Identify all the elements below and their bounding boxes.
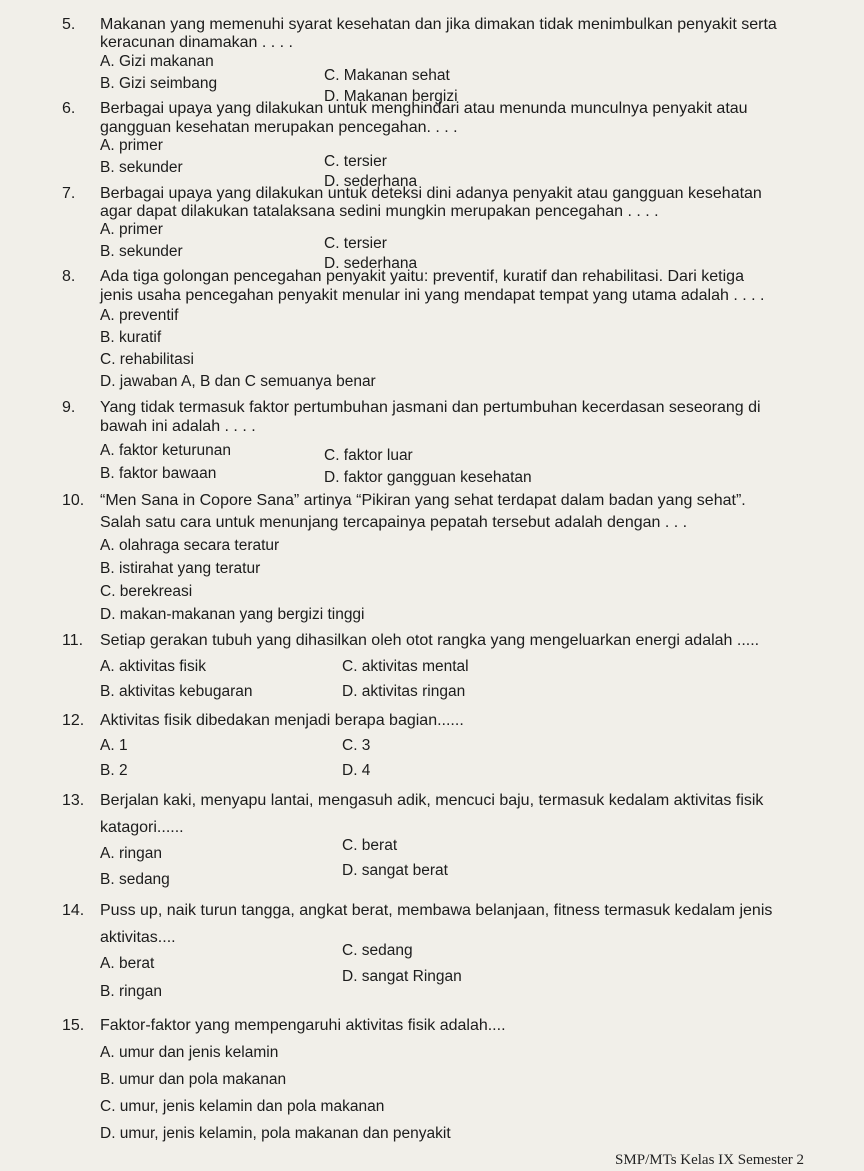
option-b[interactable]: B. sekunder [100,243,183,260]
question-number: 7. [62,185,76,202]
option-a[interactable]: A. ringan [100,845,163,862]
option-b[interactable]: B. ringan [100,983,163,1000]
question-text: bawah ini adalah . . . . [100,418,256,435]
question-number: 10. [62,492,85,509]
option-c[interactable]: C. tersier [324,153,387,170]
option-c[interactable]: C. rehabilitasi [100,351,194,368]
option-b[interactable]: B. Gizi seimbang [100,75,218,92]
option-a[interactable]: A. umur dan jenis kelamin [100,1044,279,1061]
option-b[interactable]: B. aktivitas kebugaran [100,683,253,700]
option-d[interactable]: D. umur, jenis kelamin, pola makanan dan penyakit [100,1125,451,1142]
option-d[interactable]: D. sangat Ringan [342,968,462,985]
page-footer: SMP/MTs Kelas IX Semester 2 [615,1152,804,1168]
option-a[interactable]: A. preventif [100,307,179,324]
option-a[interactable]: A. aktivitas fisik [100,658,206,675]
option-d[interactable]: D. faktor gangguan kesehatan [324,469,532,486]
question-number: 11. [62,632,84,649]
question-text: agar dapat dilakukan tatalaksana sedini mungkin merupakan pencegahan . . . . [100,203,659,220]
option-c[interactable]: C. Makanan sehat [324,67,450,84]
option-a[interactable]: A. berat [100,955,155,972]
question-text: Berjalan kaki, menyapu lantai, mengasuh adik, mencuci baju, termasuk kedalam aktivitas fisik [100,792,764,809]
option-c[interactable]: C. tersier [324,235,387,252]
option-a[interactable]: A. faktor keturunan [100,442,231,459]
option-d[interactable]: D. aktivitas ringan [342,683,466,700]
question-text: Puss up, naik turun tangga, angkat berat, membawa belanjaan, fitness termasuk kedalam jenis [100,902,773,919]
option-c[interactable]: C. sedang [342,942,413,959]
option-d[interactable]: D. jawaban A, B dan C semuanya benar [100,373,376,390]
option-a[interactable]: A. 1 [100,737,128,754]
question-number: 13. [62,792,85,809]
question-number: 6. [62,100,76,117]
question-text: Salah satu cara untuk menunjang tercapainya pepatah tersebut adalah dengan . . . [100,514,688,531]
option-b[interactable]: B. istirahat yang teratur [100,560,261,577]
question-text: gangguan kesehatan merupakan pencegahan. . . . [100,119,458,136]
option-d[interactable]: D. sederhana [324,173,418,190]
option-b[interactable]: B. sekunder [100,159,183,176]
option-b[interactable]: B. sedang [100,871,170,888]
option-d[interactable]: D. makan-makanan yang bergizi tinggi [100,606,365,623]
option-c[interactable]: C. umur, jenis kelamin dan pola makanan [100,1098,385,1115]
question-text: Aktivitas fisik dibedakan menjadi berapa bagian...... [100,712,464,729]
question-number: 8. [62,268,76,285]
option-c[interactable]: C. 3 [342,737,371,754]
question-number: 15. [62,1017,85,1034]
question-text: Faktor-faktor yang mempengaruhi aktivitas fisik adalah.... [100,1017,506,1034]
option-b[interactable]: B. umur dan pola makanan [100,1071,287,1088]
question-text: Setiap gerakan tubuh yang dihasilkan oleh otot rangka yang mengeluarkan energi adalah ..... [100,632,760,649]
question-text: keracunan dinamakan . . . . [100,34,293,51]
option-d[interactable]: D. sederhana [324,255,418,272]
option-d[interactable]: D. Makanan bergizi [324,88,458,105]
question-number: 9. [62,399,76,416]
option-c[interactable]: C. berekreasi [100,583,193,600]
question-text: Makanan yang memenuhi syarat kesehatan dan jika dimakan tidak menimbulkan penyakit serta [100,16,777,33]
option-a[interactable]: A. primer [100,137,163,154]
question-text: aktivitas.... [100,929,176,946]
option-a[interactable]: A. Gizi makanan [100,53,214,70]
question-text: Berbagai upaya yang dilakukan untuk deteksi dini adanya penyakit atau gangguan kesehatan [100,185,762,202]
option-b[interactable]: B. kuratif [100,329,162,346]
question-text: jenis usaha pencegahan penyakit menular ini yang mendapat tempat yang utama adalah . . . . [100,287,765,304]
question-text: “Men Sana in Copore Sana” artinya “Pikiran yang sehat terdapat dalam badan yang sehat”. [100,492,746,509]
question-text: katagori...... [100,819,184,836]
option-a[interactable]: A. olahraga secara teratur [100,537,280,554]
question-text: Berbagai upaya yang dilakukan untuk menghindari atau menunda munculnya penyakit atau [100,100,748,117]
option-c[interactable]: C. faktor luar [324,447,413,464]
option-c[interactable]: C. aktivitas mental [342,658,469,675]
option-d[interactable]: D. sangat berat [342,862,448,879]
question-number: 14. [62,902,85,919]
option-b[interactable]: B. 2 [100,762,128,779]
option-c[interactable]: C. berat [342,837,398,854]
option-d[interactable]: D. 4 [342,762,371,779]
option-a[interactable]: A. primer [100,221,163,238]
question-text: Ada tiga golongan pencegahan penyakit yaitu: preventif, kuratif dan rehabilitasi. Dari ketiga [100,268,744,285]
question-number: 5. [62,16,76,33]
question-number: 12. [62,712,85,729]
option-b[interactable]: B. faktor bawaan [100,465,217,482]
question-text: Yang tidak termasuk faktor pertumbuhan jasmani dan pertumbuhan kecerdasan seseorang di [100,399,761,416]
